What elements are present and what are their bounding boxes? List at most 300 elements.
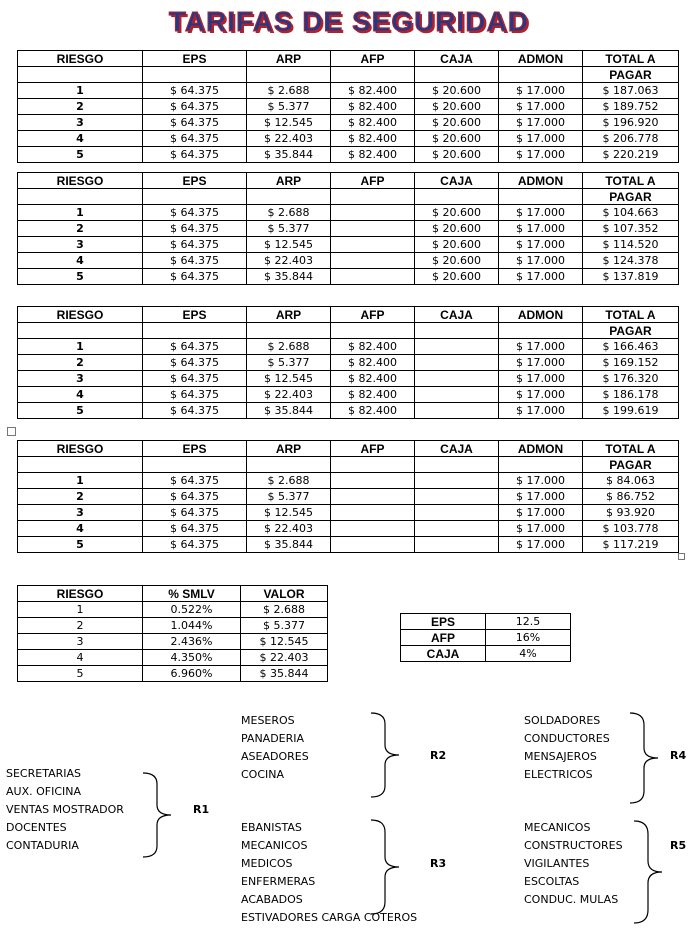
risk-level-cell: 1: [18, 602, 143, 618]
value-cell: $ 64.375: [143, 131, 247, 147]
value-cell: $ 5.377: [247, 99, 331, 115]
value-cell: $ 199.619: [583, 403, 679, 419]
value-cell: $ 17.000: [499, 489, 583, 505]
risk-level-cell: 2: [18, 99, 143, 115]
header-row-continued: [18, 189, 679, 205]
value-cell: [331, 489, 415, 505]
rates-table-no-caja: [17, 306, 679, 419]
value-cell: 1.044%: [143, 618, 241, 634]
rates-table-no-afp: [17, 172, 679, 285]
value-cell: $ 20.600: [415, 99, 499, 115]
column-header: RIESGO: [18, 51, 143, 67]
column-header-cont: PAGAR: [583, 323, 679, 339]
risk-level-cell: 3: [18, 115, 143, 131]
table-row: [18, 115, 679, 131]
value-cell: $ 17.000: [499, 269, 583, 285]
value-cell: $ 35.844: [247, 403, 331, 419]
table-row: [18, 355, 679, 371]
column-header: TOTAL A: [583, 441, 679, 457]
value-cell: $ 5.377: [247, 221, 331, 237]
value-cell: [331, 537, 415, 553]
value-cell: $ 17.000: [499, 253, 583, 269]
column-header-cont: [18, 323, 143, 339]
risk-level-cell: 1: [18, 473, 143, 489]
contribution-rates-table: [400, 613, 571, 662]
table-row: [18, 505, 679, 521]
occupation-item: CONDUCTORES: [524, 732, 610, 745]
risk-level-cell: 5: [18, 666, 143, 682]
occupation-item: ESTIVADORES CARGA COTEROS: [241, 911, 418, 924]
table-row: [18, 666, 328, 682]
table-row: [18, 131, 679, 147]
value-cell: $ 20.600: [415, 83, 499, 99]
header-row-continued: [18, 67, 679, 83]
column-header-cont: [331, 323, 415, 339]
value-cell: $ 20.600: [415, 131, 499, 147]
risk-label-r1: R1: [193, 803, 210, 816]
column-header: CAJA: [415, 51, 499, 67]
risk-label-r5: R5: [670, 839, 687, 852]
value-cell: [331, 505, 415, 521]
occupation-item: DOCENTES: [6, 821, 67, 834]
risk-level-cell: 1: [18, 339, 143, 355]
risk-group-r1: [6, 765, 124, 855]
value-cell: [415, 489, 499, 505]
column-header-cont: [143, 189, 247, 205]
value-cell: $ 114.520: [583, 237, 679, 253]
value-cell: $ 17.000: [499, 355, 583, 371]
column-header: ARP: [247, 307, 331, 323]
occupation-item: MECANICOS: [241, 839, 308, 852]
column-header-cont: [499, 323, 583, 339]
value-cell: $ 107.352: [583, 221, 679, 237]
value-cell: [331, 205, 415, 221]
column-header-cont: [247, 189, 331, 205]
value-cell: $ 12.545: [247, 115, 331, 131]
value-cell: $ 187.063: [583, 83, 679, 99]
header-row: [18, 441, 679, 457]
header-row: [18, 51, 679, 67]
value-cell: $ 82.400: [331, 83, 415, 99]
table-row: [18, 205, 679, 221]
value-cell: $ 64.375: [143, 99, 247, 115]
value-cell: $ 166.463: [583, 339, 679, 355]
rate-value-cell: 16%: [486, 630, 571, 646]
occupation-item: EBANISTAS: [241, 821, 302, 834]
column-header-cont: [415, 457, 499, 473]
table-row: [18, 237, 679, 253]
table-row: [18, 253, 679, 269]
value-cell: $ 17.000: [499, 403, 583, 419]
column-header-cont: PAGAR: [583, 67, 679, 83]
risk-group-r2: [241, 712, 309, 784]
occupation-item: VIGILANTES: [524, 857, 590, 870]
value-cell: [415, 355, 499, 371]
risk-label-r4: R4: [670, 749, 687, 762]
risk-level-cell: 5: [18, 269, 143, 285]
risk-level-cell: 2: [18, 355, 143, 371]
value-cell: 4.350%: [143, 650, 241, 666]
rates-table-full: [17, 50, 679, 163]
column-header: AFP: [331, 307, 415, 323]
value-cell: $ 35.844: [241, 666, 328, 682]
risk-label-r3: R3: [430, 857, 447, 870]
value-cell: $ 117.219: [583, 537, 679, 553]
value-cell: 2.436%: [143, 634, 241, 650]
table-row: [18, 403, 679, 419]
risk-level-cell: 3: [18, 371, 143, 387]
column-header: ADMON: [499, 173, 583, 189]
column-header: ADMON: [499, 307, 583, 323]
bracket-r5: [632, 820, 672, 924]
column-header-cont: [18, 457, 143, 473]
value-cell: $ 12.545: [247, 505, 331, 521]
column-header: EPS: [143, 173, 247, 189]
occupation-item: ELECTRICOS: [524, 768, 593, 781]
bracket-r4: [628, 712, 668, 804]
risk-level-cell: 4: [18, 387, 143, 403]
bracket-r3: [369, 819, 409, 915]
value-cell: $ 5.377: [247, 355, 331, 371]
column-header: CAJA: [415, 307, 499, 323]
rate-name-cell: CAJA: [401, 646, 486, 662]
risk-level-cell: 4: [18, 650, 143, 666]
value-cell: $ 64.375: [143, 339, 247, 355]
value-cell: $ 64.375: [143, 521, 247, 537]
column-header-cont: [415, 189, 499, 205]
table-row: [18, 371, 679, 387]
value-cell: $ 17.000: [499, 131, 583, 147]
table-row: [18, 650, 328, 666]
value-cell: $ 17.000: [499, 473, 583, 489]
value-cell: 6.960%: [143, 666, 241, 682]
value-cell: $ 35.844: [247, 537, 331, 553]
value-cell: [331, 221, 415, 237]
risk-level-cell: 4: [18, 253, 143, 269]
value-cell: [415, 537, 499, 553]
value-cell: $ 22.403: [247, 387, 331, 403]
column-header-cont: [18, 189, 143, 205]
value-cell: $ 64.375: [143, 205, 247, 221]
value-cell: $ 64.375: [143, 387, 247, 403]
value-cell: $ 64.375: [143, 147, 247, 163]
risk-level-cell: 1: [18, 83, 143, 99]
value-cell: $ 22.403: [247, 253, 331, 269]
table-row: [18, 602, 328, 618]
risk-level-cell: 3: [18, 237, 143, 253]
value-cell: $ 35.844: [247, 269, 331, 285]
column-header-cont: [499, 67, 583, 83]
value-cell: $ 17.000: [499, 371, 583, 387]
table-row: [18, 221, 679, 237]
occupation-item: AUX. OFICINA: [6, 785, 82, 798]
rate-name-cell: EPS: [401, 614, 486, 630]
column-header: AFP: [331, 441, 415, 457]
value-cell: $ 64.375: [143, 115, 247, 131]
value-cell: $ 2.688: [247, 83, 331, 99]
value-cell: $ 64.375: [143, 253, 247, 269]
value-cell: $ 20.600: [415, 269, 499, 285]
value-cell: [415, 371, 499, 387]
occupation-item: CONSTRUCTORES: [524, 839, 623, 852]
value-cell: $ 2.688: [241, 602, 328, 618]
table-row: [401, 630, 571, 646]
occupation-item: MESEROS: [241, 714, 295, 727]
value-cell: $ 2.688: [247, 339, 331, 355]
table-row: [401, 614, 571, 630]
occupation-item: ACABADOS: [241, 893, 303, 906]
rate-value-cell: 12.5: [486, 614, 571, 630]
risk-level-cell: 5: [18, 403, 143, 419]
value-cell: $ 17.000: [499, 339, 583, 355]
table-row: [18, 83, 679, 99]
value-cell: $ 64.375: [143, 537, 247, 553]
value-cell: $ 93.920: [583, 505, 679, 521]
occupation-item: ESCOLTAS: [524, 875, 580, 888]
table-row: [18, 489, 679, 505]
value-cell: $ 17.000: [499, 505, 583, 521]
occupation-item: MECANICOS: [524, 821, 591, 834]
column-header: AFP: [331, 173, 415, 189]
value-cell: $ 196.920: [583, 115, 679, 131]
column-header-cont: [415, 67, 499, 83]
risk-level-cell: 3: [18, 634, 143, 650]
occupation-item: MEDICOS: [241, 857, 293, 870]
table-row: [401, 646, 571, 662]
value-cell: [331, 237, 415, 253]
value-cell: [415, 339, 499, 355]
value-cell: $ 82.400: [331, 371, 415, 387]
occupation-item: CONDUC. MULAS: [524, 893, 619, 906]
value-cell: $ 20.600: [415, 147, 499, 163]
table-row: [18, 634, 328, 650]
value-cell: $ 169.152: [583, 355, 679, 371]
value-cell: $ 64.375: [143, 489, 247, 505]
value-cell: $ 206.778: [583, 131, 679, 147]
column-header: EPS: [143, 307, 247, 323]
column-header: CAJA: [415, 173, 499, 189]
value-cell: $ 82.400: [331, 339, 415, 355]
column-header: ARP: [247, 173, 331, 189]
value-cell: $ 82.400: [331, 403, 415, 419]
value-cell: $ 17.000: [499, 147, 583, 163]
value-cell: $ 82.400: [331, 387, 415, 403]
value-cell: $ 2.688: [247, 473, 331, 489]
value-cell: $ 22.403: [241, 650, 328, 666]
smlv-table: [17, 585, 328, 682]
value-cell: [331, 253, 415, 269]
column-header-cont: [499, 189, 583, 205]
value-cell: $ 82.400: [331, 131, 415, 147]
value-cell: $ 84.063: [583, 473, 679, 489]
value-cell: $ 64.375: [143, 221, 247, 237]
value-cell: $ 17.000: [499, 115, 583, 131]
value-cell: $ 189.752: [583, 99, 679, 115]
value-cell: 0.522%: [143, 602, 241, 618]
table-row: [18, 521, 679, 537]
value-cell: [331, 521, 415, 537]
rate-name-cell: AFP: [401, 630, 486, 646]
occupation-item: VENTAS MOSTRADOR: [6, 803, 124, 816]
table-row: [18, 339, 679, 355]
table-row: [18, 99, 679, 115]
column-header: EPS: [143, 51, 247, 67]
risk-level-cell: 3: [18, 505, 143, 521]
value-cell: $ 86.752: [583, 489, 679, 505]
occupation-item: COCINA: [241, 768, 285, 781]
column-header: RIESGO: [18, 586, 143, 602]
value-cell: $ 35.844: [247, 147, 331, 163]
page-title: TARIFAS DE SEGURIDAD: [168, 6, 530, 37]
table-move-handle[interactable]: [7, 427, 16, 436]
rates-table-minimal: [17, 440, 679, 553]
occupation-item: MENSAJEROS: [524, 750, 597, 763]
column-header-cont: [247, 323, 331, 339]
column-header: % SMLV: [143, 586, 241, 602]
value-cell: [415, 505, 499, 521]
value-cell: $ 64.375: [143, 269, 247, 285]
column-header-cont: [143, 67, 247, 83]
value-cell: $ 64.375: [143, 355, 247, 371]
risk-level-cell: 1: [18, 205, 143, 221]
occupation-item: SECRETARIAS: [6, 767, 81, 780]
column-header-cont: [18, 67, 143, 83]
table-row: [18, 473, 679, 489]
value-cell: [331, 473, 415, 489]
value-cell: $ 12.545: [241, 634, 328, 650]
value-cell: $ 17.000: [499, 205, 583, 221]
occupation-item: SOLDADORES: [524, 714, 601, 727]
risk-label-r2: R2: [430, 749, 447, 762]
column-header: ARP: [247, 51, 331, 67]
column-header-cont: [143, 323, 247, 339]
column-header-cont: PAGAR: [583, 189, 679, 205]
value-cell: $ 64.375: [143, 237, 247, 253]
column-header: EPS: [143, 441, 247, 457]
column-header: RIESGO: [18, 307, 143, 323]
value-cell: $ 17.000: [499, 221, 583, 237]
value-cell: $ 22.403: [247, 131, 331, 147]
occupation-item: PANADERIA: [241, 732, 305, 745]
value-cell: [415, 403, 499, 419]
column-header: CAJA: [415, 441, 499, 457]
value-cell: $ 64.375: [143, 505, 247, 521]
value-cell: $ 64.375: [143, 83, 247, 99]
column-header: ADMON: [499, 51, 583, 67]
rate-value-cell: 4%: [486, 646, 571, 662]
column-header-cont: [143, 457, 247, 473]
value-cell: $ 176.320: [583, 371, 679, 387]
header-row-continued: [18, 323, 679, 339]
value-cell: $ 82.400: [331, 147, 415, 163]
table-row: [18, 387, 679, 403]
value-cell: [415, 387, 499, 403]
header-row-continued: [18, 457, 679, 473]
value-cell: $ 12.545: [247, 371, 331, 387]
risk-level-cell: 2: [18, 618, 143, 634]
bracket-r1: [141, 772, 181, 858]
value-cell: $ 17.000: [499, 537, 583, 553]
value-cell: $ 17.000: [499, 521, 583, 537]
value-cell: $ 124.378: [583, 253, 679, 269]
column-header: VALOR: [241, 586, 328, 602]
column-header: ADMON: [499, 441, 583, 457]
table-row: [18, 147, 679, 163]
column-header: TOTAL A: [583, 51, 679, 67]
value-cell: $ 20.600: [415, 205, 499, 221]
value-cell: $ 20.600: [415, 237, 499, 253]
value-cell: $ 103.778: [583, 521, 679, 537]
column-header-cont: [499, 457, 583, 473]
value-cell: $ 82.400: [331, 115, 415, 131]
table-row: [18, 269, 679, 285]
column-header-cont: [247, 457, 331, 473]
value-cell: $ 186.178: [583, 387, 679, 403]
occupation-item: ENFERMERAS: [241, 875, 316, 888]
column-header-cont: [331, 67, 415, 83]
column-header-cont: [331, 457, 415, 473]
value-cell: $ 12.545: [247, 237, 331, 253]
value-cell: $ 20.600: [415, 115, 499, 131]
header-row: [18, 586, 328, 602]
risk-level-cell: 4: [18, 131, 143, 147]
header-row: [18, 307, 679, 323]
column-header: AFP: [331, 51, 415, 67]
value-cell: [331, 269, 415, 285]
value-cell: $ 17.000: [499, 237, 583, 253]
value-cell: $ 64.375: [143, 403, 247, 419]
column-header: TOTAL A: [583, 173, 679, 189]
table-row: [18, 537, 679, 553]
value-cell: $ 2.688: [247, 205, 331, 221]
value-cell: $ 82.400: [331, 99, 415, 115]
value-cell: $ 17.000: [499, 99, 583, 115]
table-row: [18, 618, 328, 634]
value-cell: [415, 521, 499, 537]
value-cell: $ 17.000: [499, 83, 583, 99]
value-cell: $ 82.400: [331, 355, 415, 371]
value-cell: [415, 473, 499, 489]
column-header: RIESGO: [18, 441, 143, 457]
value-cell: $ 5.377: [241, 618, 328, 634]
column-header-cont: [331, 189, 415, 205]
risk-group-r4: [524, 712, 610, 784]
value-cell: $ 20.600: [415, 253, 499, 269]
occupation-item: ASEADORES: [241, 750, 309, 763]
header-row: [18, 173, 679, 189]
column-header-cont: [415, 323, 499, 339]
column-header: ARP: [247, 441, 331, 457]
value-cell: $ 20.600: [415, 221, 499, 237]
value-cell: $ 64.375: [143, 473, 247, 489]
column-header: TOTAL A: [583, 307, 679, 323]
value-cell: $ 64.375: [143, 371, 247, 387]
value-cell: $ 104.663: [583, 205, 679, 221]
column-header-cont: [247, 67, 331, 83]
risk-level-cell: 5: [18, 147, 143, 163]
risk-level-cell: 4: [18, 521, 143, 537]
value-cell: $ 220.219: [583, 147, 679, 163]
bracket-r2: [369, 712, 409, 798]
value-cell: $ 22.403: [247, 521, 331, 537]
risk-level-cell: 2: [18, 489, 143, 505]
value-cell: $ 137.819: [583, 269, 679, 285]
risk-level-cell: 5: [18, 537, 143, 553]
occupation-item: CONTADURIA: [6, 839, 79, 852]
risk-level-cell: 2: [18, 221, 143, 237]
table-resize-handle[interactable]: [678, 553, 685, 560]
risk-group-r5: [524, 819, 623, 909]
